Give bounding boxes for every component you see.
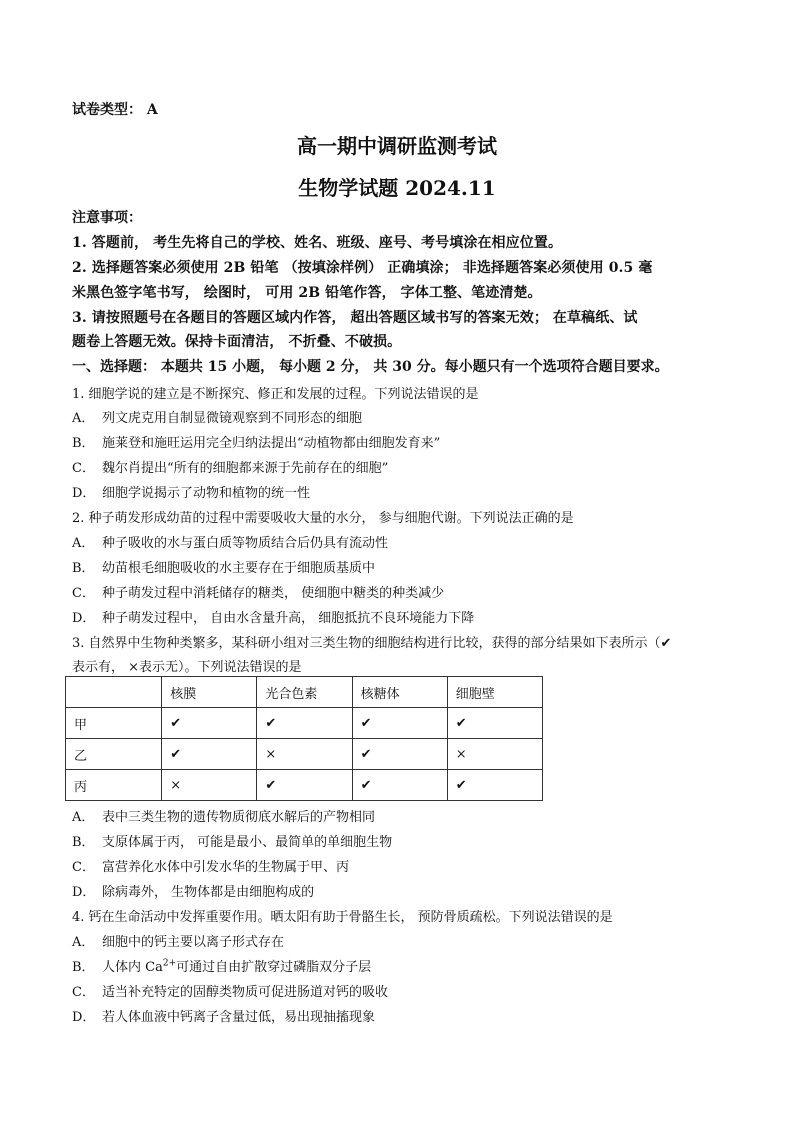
option-letter: D．: [72, 611, 96, 626]
table-cell: ✔: [352, 708, 447, 739]
option-letter: B．: [72, 561, 95, 576]
table-header-row: [66, 677, 543, 708]
table-header-cell: 光合色素: [257, 677, 352, 708]
notice-heading: 注意事项：: [72, 210, 142, 226]
question-3-stem-cont: 表示有， ×表示无）。下列说法错误的是: [72, 660, 302, 675]
notice-line: 米黑色签字笔书写， 绘图时， 可用 2B 铅笔作答， 字体工整、笔迹清楚。: [72, 285, 542, 301]
option-text: 除病毒外， 生物体都是由细胞构成的: [102, 885, 315, 900]
table-cell: ✔: [352, 770, 447, 801]
section-heading: 一、选择题： 本题共 15 小题， 每小题 2 分， 共 30 分。每小题只有一个选项符合题目要求。: [72, 359, 669, 375]
question-1-option-c: [72, 457, 388, 476]
paper-type: 试卷类型： A: [72, 102, 158, 118]
option-letter: C．: [72, 860, 95, 875]
notice-line: 1. 答题前， 考生先将自己的学校、姓名、班级、座号、考号填涂在相应位置。: [72, 235, 563, 251]
option-letter: C．: [72, 985, 95, 1000]
option-text: 细胞学说揭示了动物和植物的统一性: [102, 486, 311, 501]
option-letter: B．: [72, 835, 95, 850]
option-letter: A．: [72, 536, 95, 551]
table-cell: 甲: [66, 708, 162, 739]
question-2-option-d: [72, 607, 474, 626]
question-1-option-d: [72, 482, 310, 501]
option-letter: A．: [72, 935, 95, 950]
table-cell: ✔: [257, 708, 352, 739]
table-cell: ✔: [447, 770, 542, 801]
table-cell: ×: [162, 770, 257, 801]
option-letter: B．: [72, 960, 95, 975]
question-4-option-d: [72, 1006, 375, 1025]
table-header-cell: [66, 677, 162, 708]
table-header-cell: 核糖体: [352, 677, 447, 708]
table-row: [66, 770, 543, 801]
exam-subtitle: 生物学试题 2024.11: [298, 176, 496, 200]
option-text: 富营养化水体中引发水华的生物属于甲、丙: [102, 860, 350, 875]
notice-line: 2. 选择题答案必须使用 2B 铅笔 （按填涂样例） 正确填涂； 非选择题答案必须使用 0.5 毫: [72, 260, 653, 276]
question-2-stem: 2. 种子萌发形成幼苗的过程中需要吸收大量的水分， 参与细胞代谢。下列说法正确的是: [72, 511, 574, 526]
option-text: 表中三类生物的遗传物质彻底水解后的产物相同: [102, 810, 376, 825]
table-cell: ×: [447, 739, 542, 770]
table-cell: ✔: [257, 770, 352, 801]
option-letter: D．: [72, 885, 96, 900]
question-3-option-d: [72, 881, 314, 900]
question-4-option-b: [72, 956, 371, 975]
option-letter: D．: [72, 1010, 96, 1025]
table-cell: ✔: [162, 708, 257, 739]
question-3-option-a: [72, 806, 375, 825]
option-text: 种子吸收的水与蛋白质等物质结合后仍具有流动性: [102, 536, 389, 551]
option-letter: D．: [72, 486, 96, 501]
question-1-stem: 1. 细胞学说的建立是不断探究、修正和发展的过程。下列说法错误的是: [72, 387, 479, 402]
table-cell: ×: [257, 739, 352, 770]
table-cell: 乙: [66, 739, 162, 770]
option-text: 种子萌发过程中， 自由水含量升高， 细胞抵抗不良环境能力下降: [102, 611, 475, 626]
question-2-option-b: [72, 557, 375, 576]
table-row: [66, 708, 543, 739]
table-cell: ✔: [447, 708, 542, 739]
question-3-stem: 3. 自然界中生物种类繁多，某科研小组对三类生物的细胞结构进行比较，获得的部分结果如下表所示（✔: [72, 636, 672, 651]
option-text: 细胞中的钙主要以离子形式存在: [102, 935, 285, 950]
option-letter: C．: [72, 461, 95, 476]
option-text: 列文虎克用自制显微镜观察到不同形态的细胞: [102, 411, 363, 426]
option-text: 适当补充特定的固醇类物质可促进肠道对钙的吸收: [102, 985, 389, 1000]
question-1-option-b: [72, 432, 440, 451]
table-row: [66, 739, 543, 770]
option-text-pre: 人体内 Ca: [102, 960, 163, 975]
option-letter: C．: [72, 586, 95, 601]
question-4-option-c: [72, 981, 388, 1000]
question-1-option-a: [72, 407, 362, 426]
superscript-charge: 2+: [162, 958, 177, 969]
table-header-cell: 细胞壁: [447, 677, 542, 708]
table-cell: 丙: [66, 770, 162, 801]
question-2-option-a: [72, 532, 388, 551]
table-cell: ✔: [162, 739, 257, 770]
question-4-option-a: [72, 931, 284, 950]
question-3-option-c: [72, 856, 349, 875]
option-letter: B．: [72, 436, 95, 451]
option-text: 若人体血液中钙离子含量过低，易出现抽搐现象: [102, 1010, 376, 1025]
option-text: 种子萌发过程中消耗储存的糖类， 使细胞中糖类的种类减少: [102, 586, 445, 601]
option-text: 支原体属于丙， 可能是最小、最简单的单细胞生物: [102, 835, 393, 850]
question-3-option-b: [72, 831, 392, 850]
option-letter: A．: [72, 810, 95, 825]
option-text: 魏尔肖提出“所有的细胞都来源于先前存在的细胞”: [102, 461, 389, 476]
table-header-cell: 核膜: [162, 677, 257, 708]
structure-comparison-table: [65, 676, 543, 801]
table-cell: ✔: [352, 739, 447, 770]
question-2-option-c: [72, 582, 444, 601]
option-text-post: 可通过自由扩散穿过磷脂双分子层: [176, 960, 372, 975]
notice-line: 题卷上答题无效。保持卡面清洁， 不折叠、不破损。: [72, 334, 402, 350]
option-letter: A．: [72, 411, 95, 426]
question-4-stem: 4. 钙在生命活动中发挥重要作用。晒太阳有助于骨骼生长， 预防骨质疏松。下列说法错误的是: [72, 910, 613, 925]
option-text: 幼苗根毛细胞吸收的水主要存在于细胞质基质中: [102, 561, 376, 576]
option-text: 施莱登和施旺运用完全归纳法提出“动植物都由细胞发育来”: [102, 436, 441, 451]
exam-title: 高一期中调研监测考试: [297, 134, 497, 158]
notice-line: 3. 请按照题号在各题目的答题区域内作答， 超出答题区域书写的答案无效； 在草稿纸、试: [72, 310, 638, 326]
